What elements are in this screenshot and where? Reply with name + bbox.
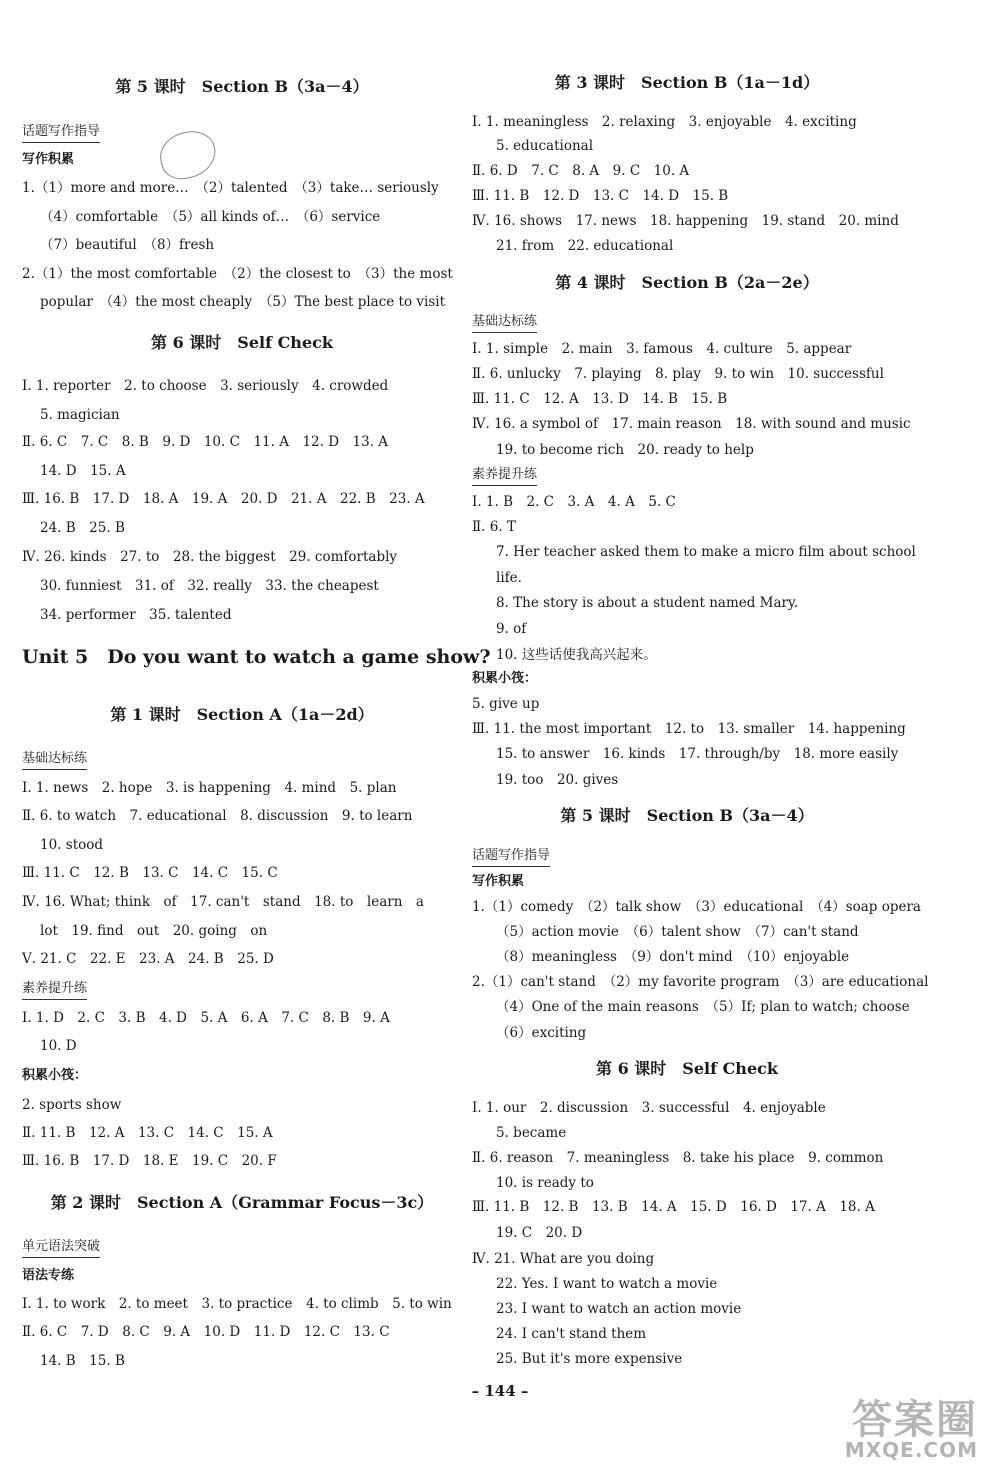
answer-line: 5. became <box>496 1125 567 1141</box>
answer-line: Ⅰ. 1. simple 2. main 3. famous 4. culture 5. appear <box>472 341 852 357</box>
answer-line: Ⅲ. 16. B 17. D 18. A 19. A 20. D 21. A 22. B 23. A <box>22 491 425 507</box>
answer-line: （4）One of the main reasons （5）If; plan to watch; choose <box>496 999 910 1015</box>
label-writing-guide: 话题写作指导 <box>472 847 550 867</box>
answer-line: 34. performer 35. talented <box>40 607 232 623</box>
answer-line: （8）meaningless （9）don't mind （10）enjoyable <box>496 949 850 965</box>
answer-line: 2.（1）can't stand （2）my favorite program （3）are educational <box>472 974 929 990</box>
answer-line: Ⅰ. 1. reporter 2. to choose 3. seriously 4. crowded <box>22 378 389 394</box>
heading-l4: 第 2 课时 Section A（Grammar Focus－3c） <box>50 1193 434 1212</box>
answer-line: 10. stood <box>40 837 104 853</box>
answer-line: 1.（1）comedy （2）talk show （3）educational （4）soap opera <box>472 899 921 915</box>
answer-line: 5. educational <box>496 138 594 154</box>
answer-line: Ⅰ. 1. D 2. C 3. B 4. D 5. A 6. A 7. C 8. B 9. A <box>22 1010 390 1026</box>
answer-line: 19. too 20. gives <box>496 772 619 788</box>
answer-line: Ⅳ. 16. What; think of 17. can't stand 18. to learn a <box>22 894 424 910</box>
answer-line: Ⅱ. 6. C 7. C 8. B 9. D 10. C 11. A 12. D 13. A <box>22 434 389 450</box>
heading-r2: 第 4 课时 Section B（2a－2e） <box>555 273 819 292</box>
answer-line: Ⅳ. 16. shows 17. news 18. happening 19. stand 20. mind <box>472 213 899 229</box>
unit-title: Unit 5 Do you want to watch a game show? <box>22 646 491 668</box>
heading-r3: 第 5 课时 Section B（3a－4） <box>560 806 814 825</box>
answer-line: 1.（1）more and more… （2）talented （3）take… seriously <box>22 180 439 196</box>
answer-line: 22. Yes. I want to watch a movie <box>496 1276 718 1292</box>
label-writing-accumulation: 写作积累 <box>22 152 75 167</box>
answer-line: Ⅰ. 1. meaningless 2. relaxing 3. enjoyable 4. exciting <box>472 114 857 130</box>
answer-line: 21. from 22. educational <box>496 238 674 254</box>
answer-line: 14. B 15. B <box>40 1353 125 1369</box>
answer-line: 14. D 15. A <box>40 463 126 479</box>
answer-line: Ⅳ. 26. kinds 27. to 28. the biggest 29. comfortably <box>22 549 398 565</box>
answer-line: 25. But it's more expensive <box>496 1351 683 1367</box>
answer-line: 2.（1）the most comfortable （2）the closest to （3）the most <box>22 266 453 282</box>
answer-line: Ⅰ. 1. B 2. C 3. A 4. A 5. C <box>472 494 676 510</box>
answer-line: Ⅱ. 6. unlucky 7. playing 8. play 9. to win 10. successful <box>472 366 884 382</box>
answer-line: Ⅱ. 6. C 7. D 8. C 9. A 10. D 11. D 12. C 13. C <box>22 1324 390 1340</box>
heading-l1: 第 5 课时 Section B（3a－4） <box>115 77 369 96</box>
answer-line: 5. give up <box>472 696 540 712</box>
stamp-icon <box>156 127 220 184</box>
answer-line: 5. magician <box>40 407 120 423</box>
heading-r1: 第 3 课时 Section B（1a－1d） <box>554 73 820 92</box>
answer-line: （7）beautiful （8）fresh <box>40 237 215 253</box>
heading-l3: 第 1 课时 Section A（1a－2d） <box>110 705 374 724</box>
answer-line: 19. to become rich 20. ready to help <box>496 442 754 458</box>
answer-line: 23. I want to watch an action movie <box>496 1301 742 1317</box>
label-skill-practice: 素养提升练 <box>472 466 537 486</box>
answer-line: Ⅱ. 6. reason 7. meaningless 8. take his place 9. common <box>472 1150 884 1166</box>
answer-line: lot 19. find out 20. going on <box>40 923 268 939</box>
answer-line: 7. Her teacher asked them to make a micro film about school <box>496 544 916 560</box>
answer-line: Ⅱ. 6. T <box>472 519 516 535</box>
heading-r4: 第 6 课时 Self Check <box>596 1059 778 1078</box>
answer-line: 24. I can't stand them <box>496 1326 647 1342</box>
answer-line: （5）action movie （6）talent show （7）can't stand <box>496 924 859 940</box>
answer-line: life. <box>496 570 522 586</box>
answer-line: 30. funniest 31. of 32. really 33. the cheapest <box>40 578 379 594</box>
answer-line: Ⅱ. 6. D 7. C 8. A 9. C 10. A <box>472 163 690 179</box>
answer-line: 19. C 20. D <box>496 1225 583 1241</box>
answer-line: Ⅰ. 1. to work 2. to meet 3. to practice 4. to climb 5. to win <box>22 1296 452 1312</box>
label-grammar: 单元语法突破 <box>22 1238 100 1258</box>
label-writing-guide: 话题写作指导 <box>22 123 100 143</box>
watermark-logo <box>806 1388 986 1470</box>
answer-line: Ⅲ. 11. B 12. D 13. C 14. D 15. B <box>472 188 729 204</box>
answer-line: Ⅰ. 1. news 2. hope 3. is happening 4. mind 5. plan <box>22 780 397 796</box>
answer-line: 24. B 25. B <box>40 520 125 536</box>
answer-line: 10. D <box>40 1038 77 1054</box>
answer-line: Ⅲ. 11. the most important 12. to 13. smaller 14. happening <box>472 721 906 737</box>
watermark-url: MXQE.COM <box>844 1438 978 1462</box>
label-accumulation: 积累小筏： <box>472 671 538 686</box>
answer-line: Ⅲ. 11. B 12. B 13. B 14. A 15. D 16. D 17. A 18. A <box>472 1199 875 1215</box>
answer-line: Ⅱ. 6. to watch 7. educational 8. discussion 9. to learn <box>22 808 413 824</box>
answer-line: Ⅲ. 11. C 12. B 13. C 14. C 15. C <box>22 865 278 881</box>
label-skill-practice: 素养提升练 <box>22 980 87 1000</box>
answer-line: Ⅳ. 16. a symbol of 17. main reason 18. with sound and music <box>472 416 911 432</box>
label-grammar-practice: 语法专练 <box>22 1268 75 1283</box>
answer-line: Ⅰ. 1. our 2. discussion 3. successful 4. enjoyable <box>472 1100 826 1116</box>
answer-line: 15. to answer 16. kinds 17. through/by 18. more easily <box>496 746 899 762</box>
answer-line: popular （4）the most cheaply （5）The best place to visit <box>40 294 446 310</box>
answer-line: Ⅲ. 11. C 12. A 13. D 14. B 15. B <box>472 391 728 407</box>
label-writing-accumulation: 写作积累 <box>472 874 525 889</box>
answer-line: Ⅳ. 21. What are you doing <box>472 1251 655 1267</box>
answer-line: （6）exciting <box>496 1025 587 1041</box>
label-basic-practice: 基础达标练 <box>472 313 537 333</box>
answer-line: Ⅲ. 16. B 17. D 18. E 19. C 20. F <box>22 1153 277 1169</box>
answer-line: 9. of <box>496 621 527 637</box>
label-basic-practice: 基础达标练 <box>22 750 87 770</box>
label-accumulation: 积累小筏： <box>22 1068 88 1083</box>
answer-line: 10. is ready to <box>496 1175 594 1191</box>
answer-line: 8. The story is about a student named Mary. <box>496 595 799 611</box>
answer-line: Ⅱ. 11. B 12. A 13. C 14. C 15. A <box>22 1125 273 1141</box>
answer-line: Ⅴ. 21. C 22. E 23. A 24. B 25. D <box>22 951 274 967</box>
answer-line: （4）comfortable （5）all kinds of… （6）service <box>40 209 381 225</box>
watermark-text: 答案圈 <box>852 1397 978 1443</box>
page-number: – 144 – <box>471 1382 529 1400</box>
answer-line: 10. 这些话使我高兴起来。 <box>496 647 657 663</box>
answer-line: 2. sports show <box>22 1097 122 1113</box>
heading-l2: 第 6 课时 Self Check <box>151 333 333 352</box>
